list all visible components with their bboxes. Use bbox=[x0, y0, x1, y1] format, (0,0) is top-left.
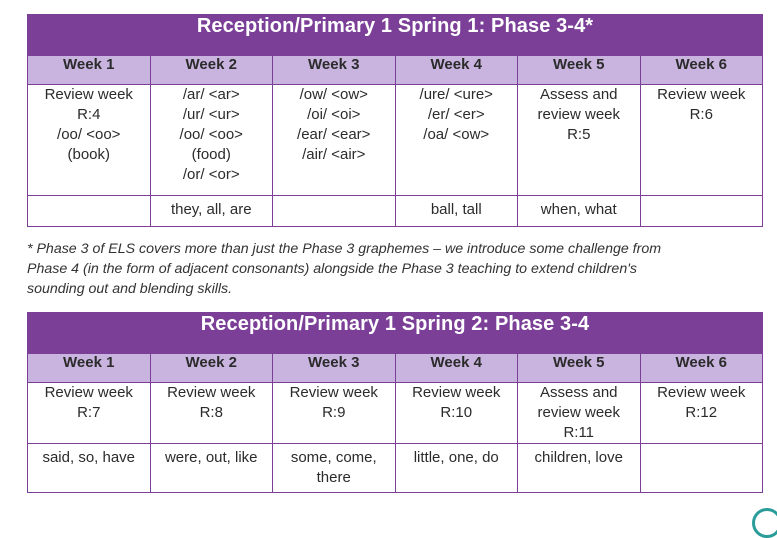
words-line: were, out, like bbox=[164, 449, 258, 466]
footnote-line: sounding out and blending skills. bbox=[27, 281, 233, 297]
content-line: /er/ <er> bbox=[427, 106, 485, 123]
spring2-week4-header: Week 4 bbox=[395, 354, 518, 383]
content-line: /ear/ <ear> bbox=[297, 126, 371, 143]
content-line: Review week bbox=[44, 86, 133, 103]
content-line: R:8 bbox=[199, 404, 223, 421]
content-line: /ur/ <ur> bbox=[182, 106, 240, 123]
spring1-week1-content bbox=[28, 85, 151, 196]
content-line: /oo/ <oo> bbox=[179, 126, 243, 143]
spring2-week5-words bbox=[518, 444, 641, 493]
content-line: (food) bbox=[191, 146, 231, 163]
words-line: some, come, bbox=[290, 449, 377, 466]
content-line: review week bbox=[537, 106, 621, 123]
content-line: R:5 bbox=[567, 126, 591, 143]
spring1-week6-header: Week 6 bbox=[640, 56, 763, 85]
spring2-week1-header: Week 1 bbox=[28, 354, 151, 383]
content-line: /oo/ <oo> bbox=[57, 126, 121, 143]
spring2-week6-words bbox=[640, 444, 763, 493]
spring1-week5-header: Week 5 bbox=[518, 56, 641, 85]
spring2-week2-header: Week 2 bbox=[150, 354, 273, 383]
content-line: Assess and bbox=[539, 384, 618, 401]
words-line: there bbox=[316, 469, 351, 486]
content-line: /oi/ <oi> bbox=[307, 106, 361, 123]
content-line: R:7 bbox=[77, 404, 101, 421]
spring1-week3-header: Week 3 bbox=[273, 56, 396, 85]
spring2-week2-words bbox=[150, 444, 273, 493]
content-line: /air/ <air> bbox=[302, 146, 366, 163]
content-line: Review week bbox=[167, 384, 256, 401]
content-line: R:12 bbox=[685, 404, 718, 421]
content-line: Review week bbox=[657, 384, 746, 401]
spring1-week5-content bbox=[518, 85, 641, 196]
spring1-title: Reception/Primary 1 Spring 1: Phase 3-4* bbox=[28, 15, 763, 56]
content-line: /ow/ <ow> bbox=[299, 86, 368, 103]
spring1-week3-content bbox=[273, 85, 396, 196]
spring1-week5-words: when, what bbox=[518, 196, 641, 227]
words-line: said, so, have bbox=[42, 449, 136, 466]
spring2-week3-content bbox=[273, 383, 396, 444]
content-line: R:6 bbox=[689, 106, 713, 123]
words-line: little, one, do bbox=[413, 449, 499, 466]
spring1-week6-content bbox=[640, 85, 763, 196]
content-line: R:4 bbox=[77, 106, 101, 123]
content-line: Assess and bbox=[539, 86, 618, 103]
spring2-title: Reception/Primary 1 Spring 2: Phase 3-4 bbox=[28, 313, 763, 354]
spring2-week4-words bbox=[395, 444, 518, 493]
spring1-week1-words bbox=[28, 196, 151, 227]
corner-circle-icon bbox=[752, 508, 777, 538]
content-line: /oa/ <ow> bbox=[423, 126, 490, 143]
spring2-table bbox=[27, 312, 763, 493]
content-line: Review week bbox=[657, 86, 746, 103]
spring1-week2-words: they, all, are bbox=[150, 196, 273, 227]
spring1-week4-header: Week 4 bbox=[395, 56, 518, 85]
spring2-week4-content bbox=[395, 383, 518, 444]
spring2-week1-words bbox=[28, 444, 151, 493]
content-line: review week bbox=[537, 404, 621, 421]
content-line: R:10 bbox=[440, 404, 473, 421]
content-line: R:11 bbox=[563, 424, 595, 441]
spring2-week3-header: Week 3 bbox=[273, 354, 396, 383]
words-line: children, love bbox=[534, 449, 623, 466]
footnote-line: * Phase 3 of ELS covers more than just the Phase 3 graphemes – we introduce some challenge from bbox=[27, 241, 662, 257]
spring1-week1-header: Week 1 bbox=[28, 56, 151, 85]
spring1-week2-header: Week 2 bbox=[150, 56, 273, 85]
spring1-week4-content bbox=[395, 85, 518, 196]
spring2-week1-content bbox=[28, 383, 151, 444]
phase3-footnote bbox=[27, 239, 763, 299]
content-line: Review week bbox=[412, 384, 501, 401]
spring1-table bbox=[27, 14, 763, 227]
spring2-week5-header: Week 5 bbox=[518, 354, 641, 383]
content-line: Review week bbox=[289, 384, 378, 401]
spring2-week3-words bbox=[273, 444, 396, 493]
content-line: /or/ <or> bbox=[182, 166, 240, 183]
content-line: /ure/ <ure> bbox=[419, 86, 493, 103]
spring1-week4-words: ball, tall bbox=[395, 196, 518, 227]
content-line: R:9 bbox=[322, 404, 346, 421]
content-line: Review week bbox=[44, 384, 133, 401]
spring2-week2-content bbox=[150, 383, 273, 444]
spring2-week6-content bbox=[640, 383, 763, 444]
footnote-line: Phase 4 (in the form of adjacent consonants) alongside the Phase 3 teaching to extend children's bbox=[27, 261, 638, 277]
content-line: (book) bbox=[67, 146, 111, 163]
spring1-week6-words bbox=[640, 196, 763, 227]
content-line: /ar/ <ar> bbox=[182, 86, 240, 103]
spring2-week5-content bbox=[518, 383, 641, 444]
spring1-week3-words bbox=[273, 196, 396, 227]
spring2-week6-header: Week 6 bbox=[640, 354, 763, 383]
spring1-week2-content bbox=[150, 85, 273, 196]
